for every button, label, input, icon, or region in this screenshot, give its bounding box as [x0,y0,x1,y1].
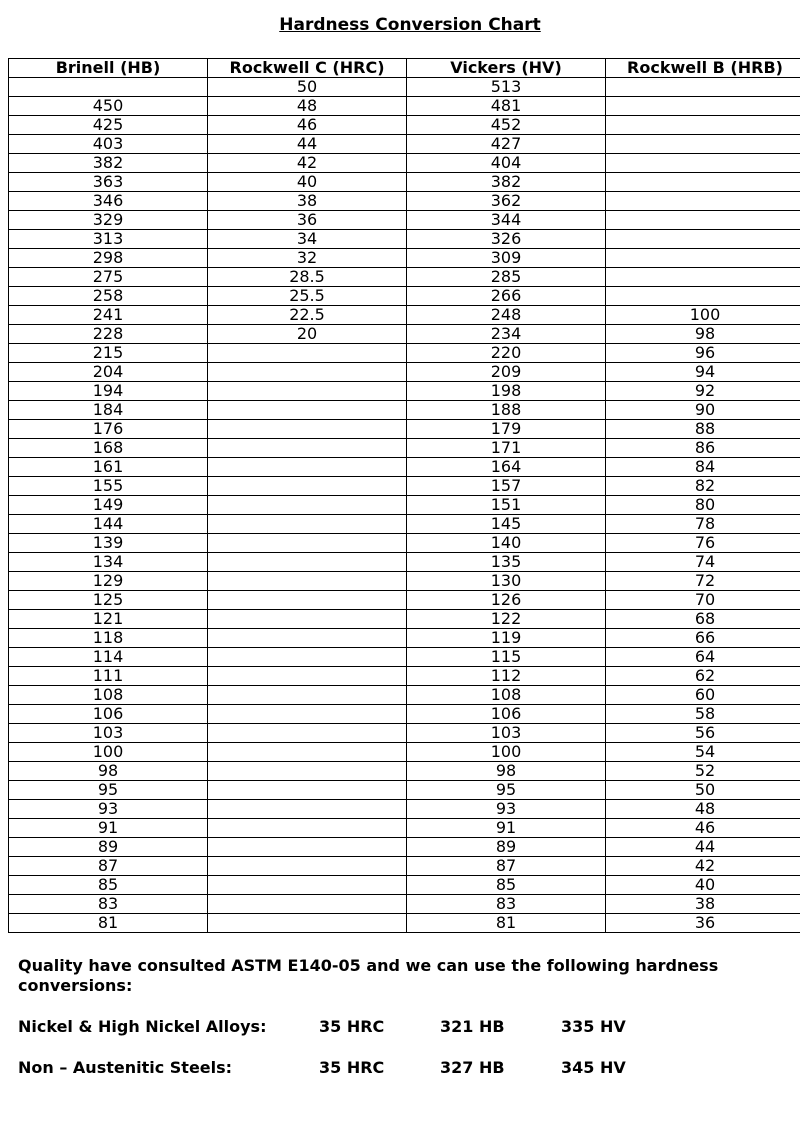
cell-rockwell-c [208,800,407,819]
cell-vickers: 404 [407,154,606,173]
table-row [9,173,800,192]
cell-rockwell-b: 44 [606,838,800,857]
cell-rockwell-b: 54 [606,743,800,762]
table-row [9,496,800,515]
cell-rockwell-c [208,819,407,838]
cell-vickers: 179 [407,420,606,439]
conversion-hb: 327 HB [440,1058,505,1077]
cell-vickers: 135 [407,553,606,572]
table-row [9,344,800,363]
cell-brinell: 176 [9,420,208,439]
cell-brinell: 111 [9,667,208,686]
cell-brinell: 329 [9,211,208,230]
cell-rockwell-c [208,781,407,800]
cell-brinell: 161 [9,458,208,477]
table-row [9,78,800,97]
conversion-table-container [8,58,800,933]
cell-vickers: 140 [407,534,606,553]
cell-rockwell-c [208,667,407,686]
cell-rockwell-c [208,553,407,572]
cell-rockwell-b: 50 [606,781,800,800]
cell-vickers: 481 [407,97,606,116]
cell-rockwell-b: 80 [606,496,800,515]
cell-rockwell-b [606,230,800,249]
table-row [9,382,800,401]
cell-brinell: 298 [9,249,208,268]
cell-rockwell-b: 76 [606,534,800,553]
cell-brinell: 129 [9,572,208,591]
cell-rockwell-b: 88 [606,420,800,439]
cell-vickers: 85 [407,876,606,895]
cell-vickers: 151 [407,496,606,515]
cell-rockwell-c [208,895,407,914]
table-row [9,230,800,249]
cell-rockwell-b [606,116,800,135]
cell-vickers: 89 [407,838,606,857]
cell-vickers: 326 [407,230,606,249]
cell-vickers: 285 [407,268,606,287]
cell-vickers: 108 [407,686,606,705]
table-row [9,819,800,838]
cell-brinell: 346 [9,192,208,211]
header-brinell: Brinell (HB) [9,59,208,78]
cell-vickers: 220 [407,344,606,363]
cell-brinell: 81 [9,914,208,933]
table-row [9,914,800,933]
cell-rockwell-c: 36 [208,211,407,230]
cell-rockwell-b: 56 [606,724,800,743]
cell-vickers: 209 [407,363,606,382]
cell-brinell: 125 [9,591,208,610]
cell-rockwell-c: 20 [208,325,407,344]
table-row [9,249,800,268]
cell-rockwell-b [606,192,800,211]
cell-vickers: 87 [407,857,606,876]
cell-rockwell-b: 78 [606,515,800,534]
cell-brinell: 114 [9,648,208,667]
table-body [9,78,800,933]
table-row [9,154,800,173]
cell-rockwell-c: 48 [208,97,407,116]
cell-brinell: 103 [9,724,208,743]
cell-vickers: 266 [407,287,606,306]
cell-rockwell-c [208,515,407,534]
cell-vickers: 198 [407,382,606,401]
cell-vickers: 145 [407,515,606,534]
cell-vickers: 248 [407,306,606,325]
page-title: Hardness Conversion Chart [279,15,541,35]
cell-rockwell-c [208,686,407,705]
table-row [9,705,800,724]
table-row [9,306,800,325]
cell-brinell: 168 [9,439,208,458]
cell-rockwell-c [208,629,407,648]
cell-vickers: 171 [407,439,606,458]
cell-rockwell-c: 46 [208,116,407,135]
cell-rockwell-c [208,477,407,496]
cell-rockwell-b: 70 [606,591,800,610]
cell-brinell: 241 [9,306,208,325]
cell-rockwell-b [606,154,800,173]
notes-intro: Quality have consulted ASTM E140-05 and we can use the following hardness conversions: [18,956,719,995]
conversion-label: Nickel & High Nickel Alloys: [18,1017,267,1036]
cell-vickers: 93 [407,800,606,819]
cell-brinell: 149 [9,496,208,515]
cell-rockwell-c: 22.5 [208,306,407,325]
cell-rockwell-c [208,439,407,458]
cell-rockwell-c: 28.5 [208,268,407,287]
table-row [9,895,800,914]
cell-brinell: 121 [9,610,208,629]
cell-brinell: 98 [9,762,208,781]
cell-rockwell-c [208,401,407,420]
cell-vickers: 164 [407,458,606,477]
cell-vickers: 95 [407,781,606,800]
cell-rockwell-c [208,857,407,876]
cell-brinell: 155 [9,477,208,496]
cell-rockwell-b: 64 [606,648,800,667]
cell-vickers: 309 [407,249,606,268]
cell-brinell: 275 [9,268,208,287]
table-row [9,192,800,211]
cell-vickers: 103 [407,724,606,743]
table-row [9,477,800,496]
cell-rockwell-c [208,496,407,515]
cell-rockwell-b: 86 [606,439,800,458]
cell-rockwell-c [208,572,407,591]
cell-rockwell-b [606,173,800,192]
cell-vickers: 81 [407,914,606,933]
cell-rockwell-b [606,78,800,97]
cell-rockwell-c: 40 [208,173,407,192]
cell-rockwell-c [208,705,407,724]
cell-rockwell-c [208,534,407,553]
cell-rockwell-c [208,344,407,363]
conversion-hb: 321 HB [440,1017,505,1036]
cell-vickers: 100 [407,743,606,762]
cell-rockwell-b: 36 [606,914,800,933]
cell-vickers: 115 [407,648,606,667]
cell-rockwell-b: 82 [606,477,800,496]
table-row [9,781,800,800]
cell-rockwell-b [606,268,800,287]
cell-brinell: 184 [9,401,208,420]
cell-brinell: 139 [9,534,208,553]
table-row [9,287,800,306]
cell-vickers: 427 [407,135,606,154]
cell-rockwell-b: 62 [606,667,800,686]
cell-brinell: 134 [9,553,208,572]
cell-brinell: 382 [9,154,208,173]
table-row [9,97,800,116]
table-row [9,363,800,382]
cell-rockwell-b: 40 [606,876,800,895]
cell-rockwell-b [606,249,800,268]
cell-vickers: 126 [407,591,606,610]
cell-vickers: 234 [407,325,606,344]
table-row [9,667,800,686]
table-row [9,211,800,230]
cell-rockwell-b [606,97,800,116]
table-row [9,591,800,610]
cell-rockwell-c [208,458,407,477]
table-row [9,724,800,743]
cell-brinell: 93 [9,800,208,819]
cell-brinell [9,78,208,97]
table-row [9,876,800,895]
cell-brinell: 87 [9,857,208,876]
cell-rockwell-c [208,762,407,781]
header-rockwell-b: Rockwell B (HRB) [606,59,800,78]
cell-brinell: 106 [9,705,208,724]
cell-rockwell-b [606,211,800,230]
cell-vickers: 106 [407,705,606,724]
cell-brinell: 118 [9,629,208,648]
cell-brinell: 450 [9,97,208,116]
cell-brinell: 204 [9,363,208,382]
cell-rockwell-c [208,610,407,629]
cell-rockwell-c: 38 [208,192,407,211]
cell-brinell: 100 [9,743,208,762]
cell-rockwell-c [208,382,407,401]
cell-vickers: 83 [407,895,606,914]
table-header-row [9,59,800,78]
cell-rockwell-b [606,135,800,154]
table-row [9,325,800,344]
table-row [9,800,800,819]
conversion-line-non-austenitic [18,1058,788,1078]
cell-rockwell-c [208,420,407,439]
conversion-hrc: 35 HRC [319,1017,385,1036]
cell-rockwell-c [208,724,407,743]
table-row [9,515,800,534]
cell-rockwell-b: 38 [606,895,800,914]
cell-vickers: 344 [407,211,606,230]
cell-brinell: 228 [9,325,208,344]
cell-rockwell-b: 74 [606,553,800,572]
table-row [9,420,800,439]
conversion-notes [18,956,788,1077]
conversion-hv: 335 HV [561,1017,626,1036]
cell-vickers: 382 [407,173,606,192]
cell-rockwell-b: 96 [606,344,800,363]
cell-vickers: 513 [407,78,606,97]
cell-rockwell-b: 94 [606,363,800,382]
cell-vickers: 119 [407,629,606,648]
cell-rockwell-b: 72 [606,572,800,591]
cell-vickers: 91 [407,819,606,838]
cell-brinell: 215 [9,344,208,363]
cell-rockwell-b: 68 [606,610,800,629]
cell-brinell: 85 [9,876,208,895]
cell-brinell: 83 [9,895,208,914]
cell-rockwell-b: 90 [606,401,800,420]
cell-vickers: 157 [407,477,606,496]
cell-rockwell-b: 52 [606,762,800,781]
cell-vickers: 112 [407,667,606,686]
table-row [9,743,800,762]
cell-brinell: 425 [9,116,208,135]
table-row [9,629,800,648]
cell-rockwell-b: 84 [606,458,800,477]
cell-brinell: 108 [9,686,208,705]
header-rockwell-c: Rockwell C (HRC) [208,59,407,78]
table-row [9,572,800,591]
conversion-hv: 345 HV [561,1058,626,1077]
cell-brinell: 194 [9,382,208,401]
cell-rockwell-c [208,914,407,933]
cell-brinell: 91 [9,819,208,838]
cell-brinell: 313 [9,230,208,249]
cell-brinell: 403 [9,135,208,154]
cell-rockwell-b: 60 [606,686,800,705]
cell-vickers: 130 [407,572,606,591]
table-row [9,857,800,876]
table-row [9,686,800,705]
table-row [9,762,800,781]
cell-rockwell-c [208,648,407,667]
cell-rockwell-b: 46 [606,819,800,838]
cell-rockwell-b [606,287,800,306]
cell-rockwell-c: 42 [208,154,407,173]
conversion-label: Non – Austenitic Steels: [18,1058,233,1077]
cell-brinell: 144 [9,515,208,534]
cell-rockwell-c [208,876,407,895]
conversion-line-nickel [18,1017,788,1037]
cell-rockwell-b: 42 [606,857,800,876]
table-row [9,116,800,135]
cell-brinell: 363 [9,173,208,192]
header-vickers: Vickers (HV) [407,59,606,78]
table-row [9,553,800,572]
table-row [9,268,800,287]
cell-brinell: 89 [9,838,208,857]
cell-rockwell-b: 58 [606,705,800,724]
cell-vickers: 188 [407,401,606,420]
cell-rockwell-b: 48 [606,800,800,819]
table-row [9,439,800,458]
cell-vickers: 122 [407,610,606,629]
cell-rockwell-b: 92 [606,382,800,401]
table-row [9,648,800,667]
cell-vickers: 98 [407,762,606,781]
cell-rockwell-b: 100 [606,306,800,325]
table-row [9,458,800,477]
table-row [9,534,800,553]
cell-rockwell-b: 66 [606,629,800,648]
conversion-table [8,58,800,933]
cell-brinell: 95 [9,781,208,800]
cell-rockwell-c [208,591,407,610]
cell-rockwell-c: 32 [208,249,407,268]
cell-brinell: 258 [9,287,208,306]
cell-rockwell-c: 50 [208,78,407,97]
table-row [9,135,800,154]
table-row [9,838,800,857]
conversion-hrc: 35 HRC [319,1058,385,1077]
cell-rockwell-c: 44 [208,135,407,154]
cell-rockwell-c: 25.5 [208,287,407,306]
cell-rockwell-b: 98 [606,325,800,344]
cell-vickers: 362 [407,192,606,211]
cell-rockwell-c [208,363,407,382]
table-row [9,610,800,629]
cell-rockwell-c [208,743,407,762]
table-row [9,401,800,420]
cell-vickers: 452 [407,116,606,135]
cell-rockwell-c [208,838,407,857]
cell-rockwell-c: 34 [208,230,407,249]
